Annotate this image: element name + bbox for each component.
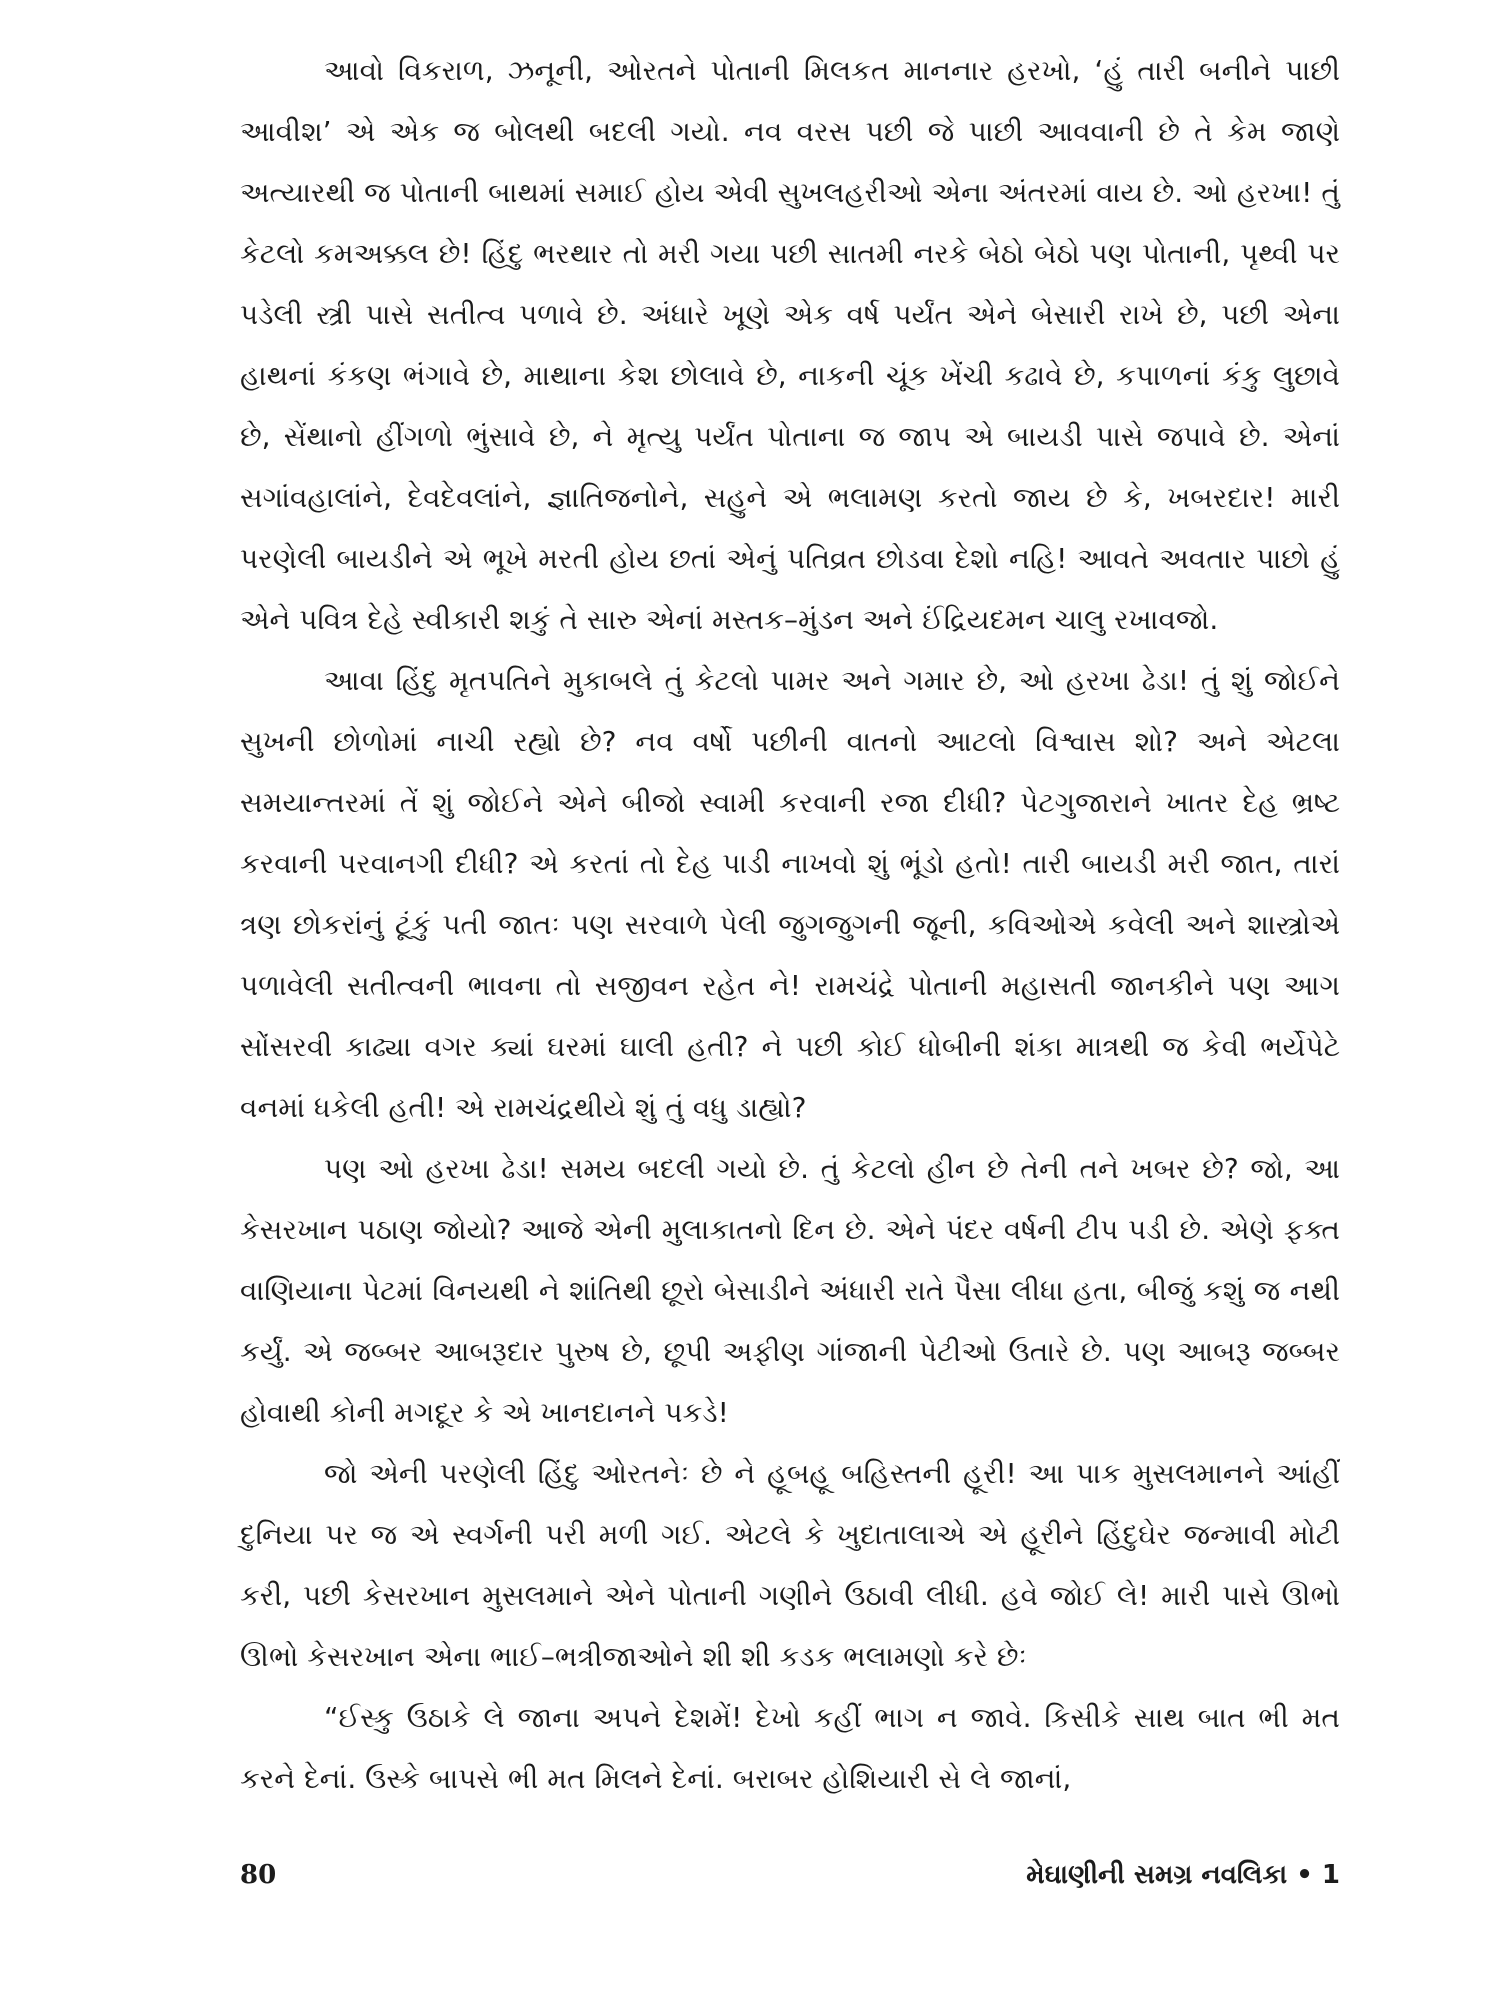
page-footer xyxy=(240,1860,1340,1910)
paragraph-2: આવા હિંદુ મૃતપતિને મુકાબલે તું કેટલો પામર અને ગમાર છે, ઓ હરખા ઢેડા! તું શું જોઈને સુખની છોળોમાં નાચી રહ્યો છે? નવ વર્ષો પછીની વાતનો આટલો વિશ્વાસ શો? અને એટલા સમયાન્તરમાં તેં શું જોઈને એને બીજો સ્વામી કરવાની રજા દીધી? પેટગુજારાને ખાતર દેહ ભ્રષ્ટ કરવાની પરવાનગી દીધી? એ કરતાં તો દેહ પાડી નાખવો શું ભૂંડો હતો! તારી બાયડી મરી જાત, તારાં ત્રણ છોકરાંનું ટૂંકું પતી જાતઃ પણ સરવાળે પેલી જુગજુગની જૂની, કવિઓએ કવેલી અને શાસ્ત્રોએ પળાવેલી સતીત્વની ભાવના તો સજીવન રહેત ને! રામચંદ્રે પોતાની મહાસતી જાનકીને પણ આગ સોંસરવી કાઢ્યા વગર ક્યાં ઘરમાં ઘાલી હતી? ને પછી કોઈ ધોબીની શંકા માત્રથી જ કેવી ભર્યેપેટે વનમાં ધકેલી હતી! એ રામચંદ્રથીયે શું તું વધુ ડાહ્યો? xyxy=(240,664,1340,1124)
page-number: 80 xyxy=(240,1860,277,1890)
book-page xyxy=(240,40,1340,1920)
page-body xyxy=(240,40,1340,1809)
paragraph-4: જો એની પરણેલી હિંદુ ઓરતનેઃ છે ને હૂબહૂ બહિસ્તની હૂરી! આ પાક મુસલમાનને આંહીં દુનિયા પર જ એ સ્વર્ગની પરી મળી ગઈ. એટલે કે ખુદાતાલાએ એ હૂરીને હિંદુઘેર જન્માવી મોટી કરી, પછી કેસરખાન મુસલમાને એને પોતાની ગણીને ઉઠાવી લીધી. હવે જોઈ લે! મારી પાસે ઊભો ઊભો કેસરખાન એના ભાઈ–ભત્રીજાઓને શી શી કડક ભલામણો કરે છેઃ xyxy=(240,1457,1340,1673)
paragraph-1: આવો વિકરાળ, ઝનૂની, ઓરતને પોતાની મિલકત માનનાર હરખો, ‘હું તારી બનીને પાછી આવીશ’ એ એક જ બોલથી બદલી ગયો. નવ વરસ પછી જે પાછી આવવાની છે તે કેમ જાણે અત્યારથી જ પોતાની બાથમાં સમાઈ હોય એવી સુખલહરીઓ એના અંતરમાં વાય છે. ઓ હરખા! તું કેટલો કમઅક્કલ છે! હિંદુ ભરથાર તો મરી ગયા પછી સાતમી નરકે બેઠો બેઠો પણ પોતાની, પૃથ્વી પર પડેલી સ્ત્રી પાસે સતીત્વ પળાવે છે. અંધારે ખૂણે એક વર્ષ પર્યંત એને બેસારી રાખે છે, પછી એના હાથનાં કંકણ ભંગાવે છે, માથાના કેશ છોલાવે છે, નાકની ચૂંક ખેંચી કઢાવે છે, કપાળનાં કંકુ લુછાવે છે, સેંથાનો હીંગળો ભુંસાવે છે, ને મૃત્યુ પર્યંત પોતાના જ જાપ એ બાયડી પાસે જપાવે છે. એનાં સગાંવહાલાંને, દેવદેવલાંને, જ્ઞાતિજનોને, સહુને એ ભલામણ કરતો જાય છે કે, ખબરદાર! મારી પરણેલી બાયડીને એ ભૂખે મરતી હોય છતાં એનું પતિવ્રત છોડવા દેશો નહિ! આવતે અવતાર પાછો હું એને પવિત્ર દેહે સ્વીકારી શકું તે સારુ એનાં મસ્તક–મુંડન અને ઈંદ્રિયદમન ચાલુ રખાવજો. xyxy=(240,54,1340,636)
running-title: મેઘાણીની સમગ્ર નવલિકા • 1 xyxy=(1026,1860,1340,1890)
paragraph-5: “ઈસ્કુ ઉઠાકે લે જાના અપને દેશમેં! દેખો કહીં ભાગ ન જાવે. કિસીકે સાથ બાત ભી મત કરને દેનાં. ઉસ્કે બાપસે ભી મત મિલને દેનાં. બરાબર હોશિયારી સે લે જાનાં, xyxy=(240,1701,1340,1795)
paragraph-3: પણ ઓ હરખા ઢેડા! સમય બદલી ગયો છે. તું કેટલો હીન છે તેની તને ખબર છે? જો, આ કેસરખાન પઠાણ જોયો? આજે એની મુલાકાતનો દિન છે. એને પંદર વર્ષની ટીપ પડી છે. એણે ફક્ત વાણિયાના પેટમાં વિનયથી ને શાંતિથી છૂરો બેસાડીને અંધારી રાતે પૈસા લીધા હતા, બીજું કશું જ નથી કર્યું. એ જબ્બર આબરૂદાર પુરુષ છે, છૂપી અફીણ ગાંજાની પેટીઓ ઉતારે છે. પણ આબરૂ જબ્બર હોવાથી કોની મગદૂર કે એ ખાનદાનને પકડે! xyxy=(240,1152,1340,1429)
